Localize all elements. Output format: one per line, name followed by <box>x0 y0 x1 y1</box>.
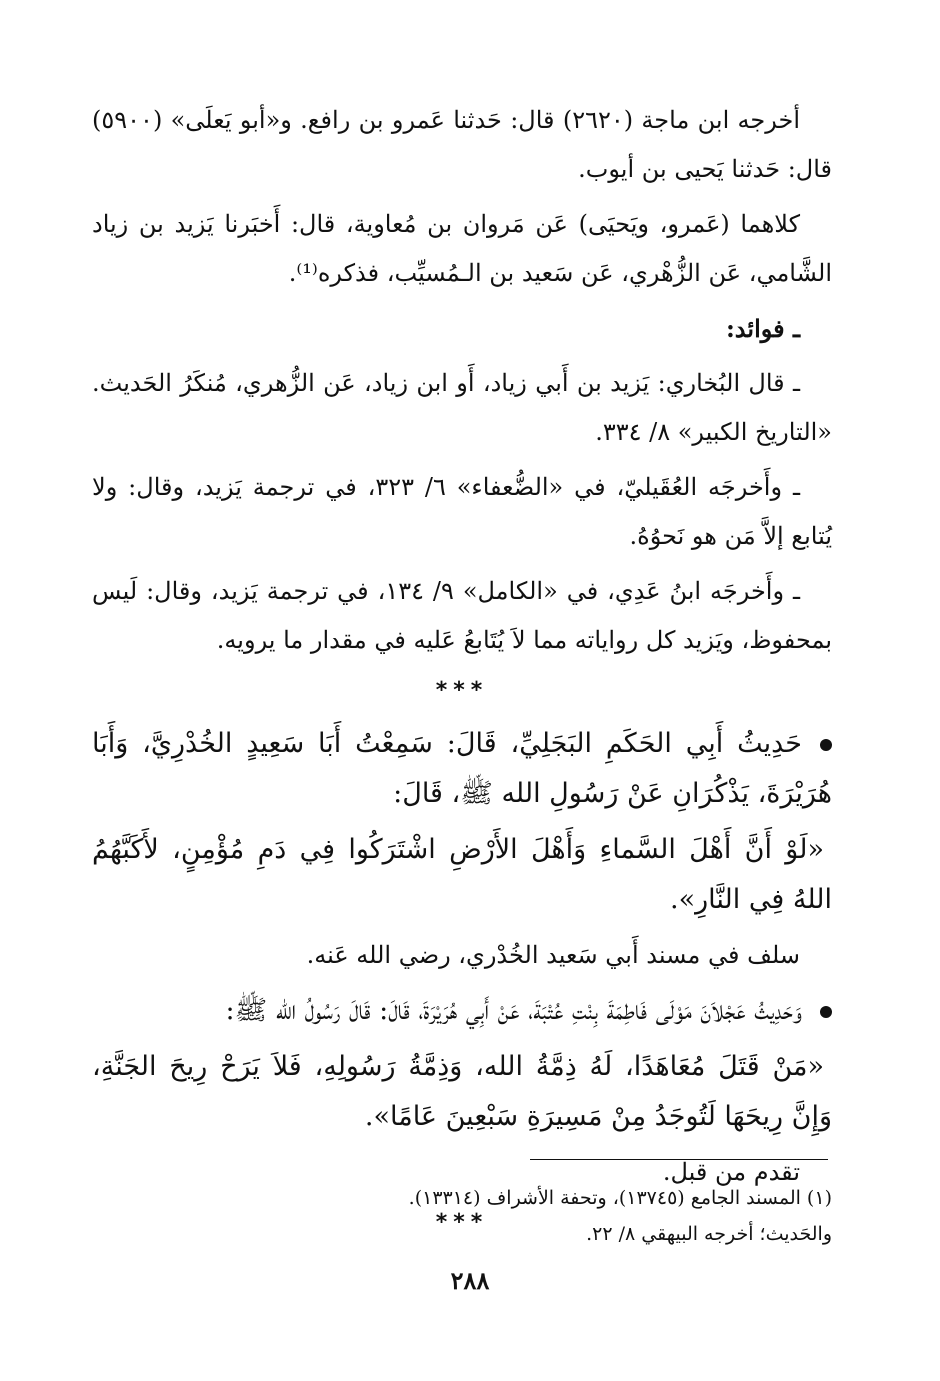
hadith-text: «لَوْ أَنَّ أَهْلَ السَّماءِ وَأَهْلَ الأَرْضِ اشْتَرَكُوا فِي دَمِ مُؤْمِنٍ، لأَكَبَّهُمُ اللهُ فِي النَّارِ». <box>92 834 832 915</box>
bullet-icon <box>820 1006 832 1018</box>
fawaid-item-uqayli: ـ وأَخرجَه العُقَيليّ، في «الضُّعفاء» ٦/ ٣٢٣، في ترجمة يَزيد، وقال: ولا يُتابع إلاَّ مَن هو نَحوُهُ. <box>92 473 832 550</box>
hadith-heading <box>92 986 832 1036</box>
section-separator: *** <box>435 1210 489 1235</box>
hadith-text: «مَنْ قَتَلَ مُعَاهَدًا، لَهُ ذِمَّةُ الله، وَذِمَّةُ رَسُولِهِ، فَلاَ يَرَحْ رِيحَ الجَنَّةِ، وَإِنَّ رِيحَهَا لَتُوجَدُ مِنْ مَسِيرَةِ سَبْعِينَ عَامًا». <box>92 1051 832 1132</box>
fawaid-item-bukhari: ـ قال البُخاري: يَزيد بن أَبي زياد، أَو ابن زياد، عَن الزُّهري، مُنكَرُ الحَديث. «التاريخ الكبير» ٨/ ٣٣٤. <box>92 369 832 446</box>
page-number: ٢٨٨ <box>450 1266 490 1295</box>
paragraph-takhrij: أخرجه ابن ماجة (٢٦٢٠) قال: حَدثنا عَمرو بن رافع. و«أبو يَعلَى» (٥٩٠٠) قال: حَدثنا يَحيى بن أيوب. <box>92 106 832 183</box>
section-separator: *** <box>435 678 489 703</box>
footnote-1: (١) المسند الجامع (١٣٧٤٥)، وتحفة الأشراف (١٣٣١٤). <box>408 1187 832 1209</box>
hadith-heading-text: وَحَدِيثُ عَجْلاَنَ مَوْلَى فَاطِمَةَ بِنْتِ عُتْبَةَ، عَنْ أَبِي هُرَيْرَةَ، قَالَ: قَالَ رَسُولُ الله ﷺ: <box>225 995 802 1026</box>
hadith-note: تقدم من قبل. <box>662 1158 800 1186</box>
fawaid-item-ibn-adi: ـ وأَخرجَه ابنُ عَدِي، في «الكامل» ٩/ ١٣٤، في ترجمة يَزيد، وقال: لَيس بمحفوظ، ويَزيد كل رواياته مما لاَ يُتَابعُ عَليه في مقدار ما يرويه. <box>92 577 832 654</box>
hadith-heading <box>92 719 832 819</box>
paragraph-isnad: كلاهما (عَمرو، ويَحيَى) عَن مَروان بن مُعاوية، قال: أَخبَرنا يَزيد بن زياد الشَّامي، عَن الزُّهْري، عَن سَعيد بن الـمُسيِّب، فذكره⁽¹⁾. <box>92 210 832 287</box>
footnote-1-continued: والحَديث؛ أخرجه البيهقي ٨/ ٢٢. <box>586 1223 832 1245</box>
footnote-divider <box>530 1159 828 1160</box>
hadith-heading-text: حَدِيثُ أَبِي الحَكَمِ البَجَلِيِّ، قَالَ: سَمِعْتُ أَبَا سَعِيدٍ الخُدْرِيَّ، وَأَبَا هُرَيْرَةَ، يَذْكُرَانِ عَنْ رَسُولِ الله ﷺ، قَالَ: <box>92 728 832 809</box>
hadith-note: سلف في مسند أَبي سَعيد الخُدْري، رضي الله عَنه. <box>306 941 800 969</box>
bullet-icon <box>820 739 832 751</box>
main-text <box>92 96 832 1251</box>
footnotes <box>92 1180 832 1252</box>
fawaid-heading: ـ فوائد: <box>725 314 800 343</box>
